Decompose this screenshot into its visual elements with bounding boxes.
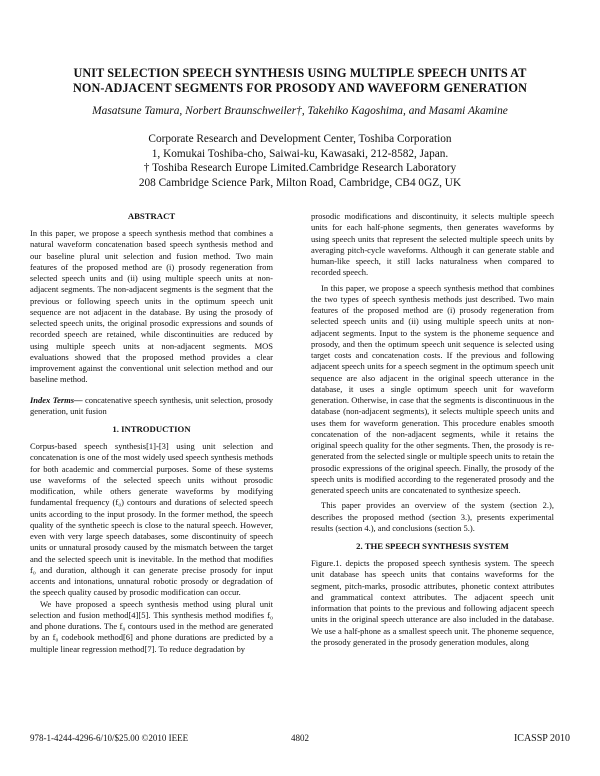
author-list: Masatsune Tamura, Norbert Braunschweiler†, Takehiko Kagoshima, and Masami Akamine (92, 105, 508, 117)
affiliation-block (40, 132, 560, 190)
intro-paragraph-1: Corpus-based speech synthesis[1]-[3] using unit selection and concatenation is one of the most widely used speech synthesis methods for both academic and commercial purposes. Some of these systems use waveforms of the selected speech units without prosodic modification, while others generate waveforms by modifying fundamental frequency (f₀) contours and durations of selected speech units according to the input prosody. In the former method, the speech quality of the synthetic speech is close to the natural speech. However, even with very large speech databases, some discontinuity of speech units or unnatural prosody caused by the mismatch between the target and the selected speech unit is inevitable. In the method that modifies f₀ and duration, although it can generate precise prosody for input accents and intonations, unnatural robotic prosody or degradation of the speech quality caused by prosodic modification can occur. (30, 441, 273, 598)
affiliation-line: Corporate Research and Development Center, Toshiba Corporation (148, 133, 452, 145)
left-column (30, 211, 273, 655)
intro-paragraph-2: We have proposed a speech synthesis method using plural unit selection and fusion method[4][5]. This synthesis method modifies f₀ and phone durations. The f₀ contours used in the method are generated by an f₀ codebook method[6] and phone durations are predicted by a multiple linear regression method[7]. To reduce degradation by (30, 598, 273, 654)
footer-isbn: 978-1-4244-4296-6/10/$25.00 ©2010 IEEE (30, 733, 189, 743)
intro-paragraph-3: In this paper, we propose a speech synthesis method that combines the two types of speech synthesis methods just described. Two main features of the proposed method are (i) prosody regeneration from selected speech units and (ii) using multiple speech units at non-adjacent segments. Input to the system is the phoneme sequence and prosody, and then the optimum speech unit sequence is selected using target costs and concatenation costs. If the previous and following adjacent speech units for a speech segment in the optimum speech unit sequence are also adjacent in the original speech utterance in the database, it uses a single optimum speech unit for waveform generation. Otherwise, in case that the segments is discontinuous in the database (non-adjacent segments), it selects multiple speech units and uses them for waveform generation. This procedure enables smooth concatenation of the non-adjacent segments, while it retains the original speech quality for the other segments. Then, the prosody is re-generated from the selected single or multiple speech units to retain the prosodic expressions of the original speech. Finally, the prosody of the speech units is modified according to the regenerated prosody and the generated speech units are concatenated to synthesize speech. (311, 282, 554, 495)
abstract-heading: ABSTRACT (127, 211, 176, 221)
title-line-2: NON-ADJACENT SEGMENTS FOR PROSODY AND WAVEFORM GENERATION (73, 81, 527, 95)
footer-conference: ICASSP 2010 (513, 733, 570, 744)
abstract-text: In this paper, we propose a speech synthesis method that combines a natural waveform concatenation based speech synthesis method and our baseline plural unit selection and fusion method. Two main features of the proposed method are (i) prosody regeneration from selected speech units and (ii) using multiple speech units at non-adjacent segments. The non-adjacent segments is the segment that the previous or following speech units in the optimum speech unit sequence are not adjacent in the database. By using the prosody of selected speech units, the original prosodic expressions and sounds of recorded speech are retained, while discontinuities are reduced by using multiple speech units at non-adjacent segments. MOS evaluations showed that the proposed method provides a clear improvement against the conventional unit selection method and our baseline method. (30, 228, 273, 385)
title-line-1: UNIT SELECTION SPEECH SYNTHESIS USING MULTIPLE SPEECH UNITS AT (73, 66, 527, 80)
footer-page-number: 4802 (291, 733, 309, 743)
affiliation-line: † Toshiba Research Europe Limited.Cambridge Research Laboratory (143, 162, 457, 175)
index-terms-label: Index Terms— (30, 394, 83, 405)
intro-paragraph-4: This paper provides an overview of the system (section 2.), describes the proposed method (section 3.), presents experimental results (section 4.), and conclusions (section 5.). (311, 500, 554, 533)
section-1-heading: 1. INTRODUCTION (112, 424, 191, 434)
intro-paragraph-continued: prosodic modifications and discontinuity, it selects multiple speech units for each half-phone segments, then generates waveforms by using speech units that represent the selected multiple speech units by averaging pitch-cycle waveforms. Although it can generate stable and human-like speech, it still lacks naturalness when compared to recorded speech. (311, 211, 554, 278)
section-2-heading: 2. THE SPEECH SYNTHESIS SYSTEM (356, 541, 509, 551)
affiliation-line: 1, Komukai Toshiba-cho, Saiwai-ku, Kawasaki, 212-8582, Japan. (151, 147, 449, 160)
index-terms (30, 395, 273, 418)
section-2-paragraph: Figure.1. depicts the proposed speech synthesis system. The speech unit database has speech units that contains waveforms for the segment, pitch-marks, prosodic attributes, phonetic context attributes and grammatical context attributes. The adjacent speech unit information that points to the previous and following adjacent speech units in the original speech utterance are also included in the database. We use a half-phone as a smallest speech unit. The phoneme sequence, the prosody generated in the prosody generation modules, along (311, 558, 554, 647)
index-terms-text: concatenative speech synthesis, unit selection, prosody generation, unit fusion (30, 394, 273, 416)
right-column (311, 211, 554, 648)
paper-title (40, 66, 560, 96)
affiliation-line: 208 Cambridge Science Park, Milton Road, Cambridge, CB4 0GZ, UK (138, 176, 462, 189)
